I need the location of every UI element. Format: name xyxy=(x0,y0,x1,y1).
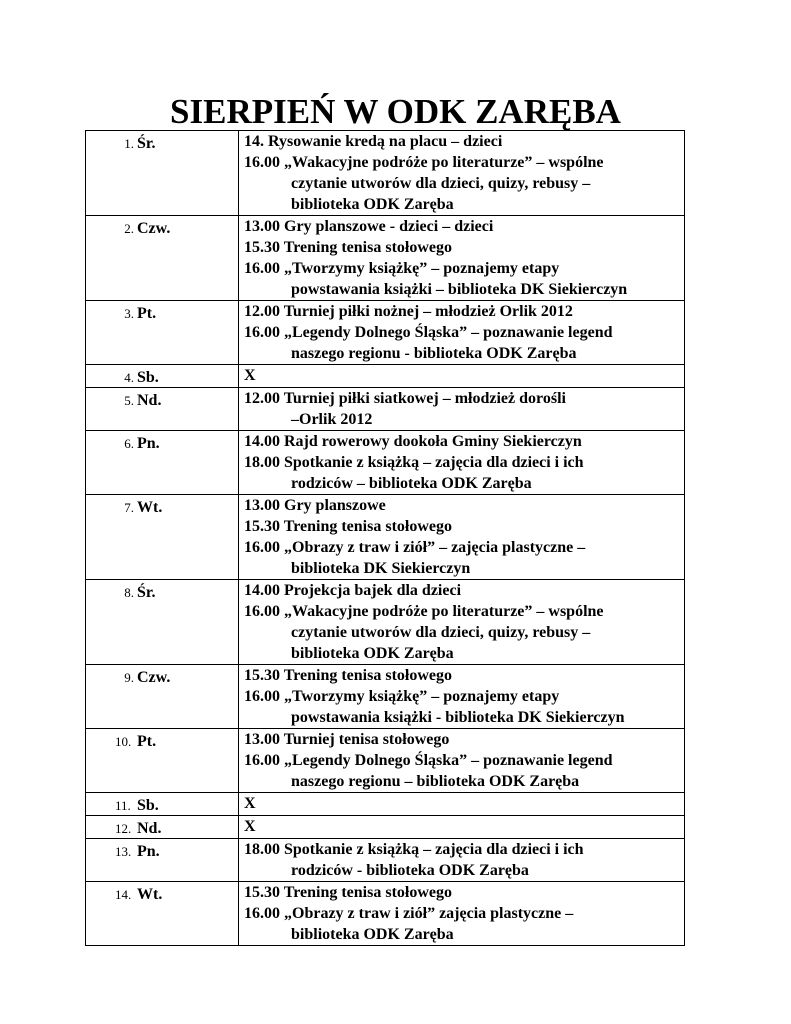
event-line: rodziców - biblioteka ODK Zaręba xyxy=(291,862,529,879)
day-cell xyxy=(86,793,239,816)
event-line: 13.00 Gry planszowe xyxy=(244,497,386,514)
weekday-label: Sb. xyxy=(137,797,159,814)
event-line: biblioteka ODK Zaręba xyxy=(291,196,454,213)
day-cell xyxy=(86,131,239,216)
weekday-label: Śr. xyxy=(137,135,156,152)
schedule-row xyxy=(86,665,685,729)
event-line: rodziców – biblioteka ODK Zaręba xyxy=(291,475,532,492)
day-number: 4. xyxy=(124,370,134,385)
events-cell xyxy=(239,131,685,216)
event-line: czytanie utworów dla dzieci, quizy, rebusy – xyxy=(291,624,591,641)
events-cell xyxy=(239,388,685,431)
weekday-label: Śr. xyxy=(137,584,156,601)
day-cell xyxy=(86,431,239,495)
schedule-row xyxy=(86,216,685,301)
event-line: 16.00 „Legendy Dolnego Śląska” – poznawanie legend xyxy=(244,752,613,769)
schedule-row xyxy=(86,431,685,495)
events-cell xyxy=(239,301,685,365)
event-line: 13.00 Gry planszowe - dzieci – dzieci xyxy=(244,218,494,235)
day-number: 1. xyxy=(124,136,134,151)
day-cell xyxy=(86,816,239,839)
day-number: 9. xyxy=(124,670,134,685)
event-line: 18.00 Spotkanie z książką – zajęcia dla dzieci i ich xyxy=(244,454,584,471)
event-line: X xyxy=(244,795,256,812)
event-line: czytanie utworów dla dzieci, quizy, rebusy – xyxy=(291,175,591,192)
schedule-row xyxy=(86,816,685,839)
day-cell xyxy=(86,495,239,580)
events-cell xyxy=(239,580,685,665)
event-line: 12.00 Turniej piłki nożnej – młodzież Orlik 2012 xyxy=(244,303,573,320)
schedule-row xyxy=(86,301,685,365)
day-number: 13. xyxy=(115,844,132,859)
event-line: naszego regionu – biblioteka ODK Zaręba xyxy=(291,773,580,790)
weekday-label: Nd. xyxy=(137,820,162,837)
schedule-body xyxy=(86,131,685,946)
events-cell xyxy=(239,365,685,388)
event-line: 13.00 Turniej tenisa stołowego xyxy=(244,731,450,748)
events-cell xyxy=(239,882,685,946)
day-number: 7. xyxy=(124,500,134,515)
day-number: 5. xyxy=(124,393,134,408)
event-line: biblioteka DK Siekierczyn xyxy=(291,560,471,577)
weekday-label: Pt. xyxy=(137,305,157,322)
event-line: biblioteka ODK Zaręba xyxy=(291,926,454,943)
event-line: 16.00 „Wakacyjne podróże po literaturze” – wspólne xyxy=(244,154,604,171)
day-number: 3. xyxy=(124,306,134,321)
weekday-label: Wt. xyxy=(137,499,163,516)
schedule-row xyxy=(86,580,685,665)
event-line: biblioteka ODK Zaręba xyxy=(291,645,454,662)
event-line: 12.00 Turniej piłki siatkowej – młodzież dorośli xyxy=(244,390,566,407)
event-line: 16.00 „Wakacyjne podróże po literaturze” – wspólne xyxy=(244,603,604,620)
event-line: 16.00 „Obrazy z traw i ziół” zajęcia plastyczne – xyxy=(244,905,574,922)
events-cell xyxy=(239,665,685,729)
day-cell xyxy=(86,388,239,431)
day-number: 10. xyxy=(115,734,132,749)
event-line: 14.00 Projekcja bajek dla dzieci xyxy=(244,582,462,599)
event-line: X xyxy=(244,367,256,384)
weekday-label: Czw. xyxy=(137,669,171,686)
day-cell xyxy=(86,216,239,301)
weekday-label: Czw. xyxy=(137,220,171,237)
schedule-row xyxy=(86,839,685,882)
schedule-row xyxy=(86,882,685,946)
day-number: 8. xyxy=(124,585,134,600)
events-cell xyxy=(239,495,685,580)
schedule-row xyxy=(86,131,685,216)
event-line: 16.00 „Obrazy z traw i ziół” – zajęcia plastyczne – xyxy=(244,539,586,556)
event-line: –Orlik 2012 xyxy=(291,411,373,428)
event-line: 15.30 Trening tenisa stołowego xyxy=(244,884,453,901)
event-line: 16.00 „Tworzymy książkę” – poznajemy etapy xyxy=(244,260,560,277)
day-number: 2. xyxy=(124,221,134,236)
day-cell xyxy=(86,365,239,388)
day-cell xyxy=(86,665,239,729)
events-cell xyxy=(239,839,685,882)
event-line: 14. Rysowanie kredą na placu – dzieci xyxy=(244,133,503,150)
events-cell xyxy=(239,816,685,839)
events-cell xyxy=(239,729,685,793)
event-line: powstawania książki - biblioteka DK Siekierczyn xyxy=(291,709,625,726)
schedule-row xyxy=(86,388,685,431)
schedule-table xyxy=(85,130,685,946)
day-number: 14. xyxy=(115,887,132,902)
weekday-label: Pn. xyxy=(137,843,160,860)
event-line: X xyxy=(244,818,256,835)
events-cell xyxy=(239,216,685,301)
weekday-label: Sb. xyxy=(137,369,159,386)
event-line: 15.30 Trening tenisa stołowego xyxy=(244,667,453,684)
schedule-row xyxy=(86,729,685,793)
event-line: 15.30 Trening tenisa stołowego xyxy=(244,239,453,256)
page-title: SIERPIEŃ W ODK ZARĘBA xyxy=(170,92,621,131)
day-number: 6. xyxy=(124,436,134,451)
day-number: 12. xyxy=(115,821,132,836)
schedule-row xyxy=(86,365,685,388)
event-line: 18.00 Spotkanie z książką – zajęcia dla dzieci i ich xyxy=(244,841,584,858)
event-line: powstawania książki – biblioteka DK Siekierczyn xyxy=(291,281,628,298)
day-cell xyxy=(86,301,239,365)
day-number: 11. xyxy=(115,798,131,813)
weekday-label: Nd. xyxy=(137,392,162,409)
weekday-label: Pt. xyxy=(137,733,157,750)
day-cell xyxy=(86,729,239,793)
event-line: 14.00 Rajd rowerowy dookoła Gminy Siekierczyn xyxy=(244,433,582,450)
events-cell xyxy=(239,793,685,816)
event-line: 16.00 „Tworzymy książkę” – poznajemy etapy xyxy=(244,688,560,705)
schedule-row xyxy=(86,495,685,580)
day-cell xyxy=(86,580,239,665)
event-line: 15.30 Trening tenisa stołowego xyxy=(244,518,453,535)
weekday-label: Wt. xyxy=(137,886,163,903)
event-line: naszego regionu - biblioteka ODK Zaręba xyxy=(291,345,577,362)
schedule-row xyxy=(86,793,685,816)
event-line: 16.00 „Legendy Dolnego Śląska” – poznawanie legend xyxy=(244,324,613,341)
weekday-label: Pn. xyxy=(137,435,160,452)
events-cell xyxy=(239,431,685,495)
day-cell xyxy=(86,882,239,946)
day-cell xyxy=(86,839,239,882)
